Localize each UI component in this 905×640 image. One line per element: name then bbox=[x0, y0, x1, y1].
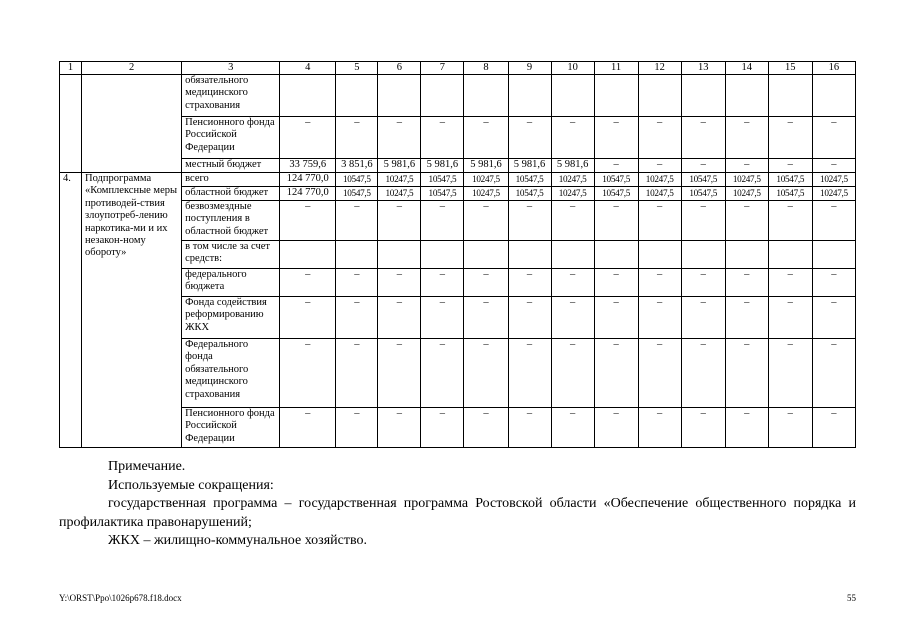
value-cell bbox=[378, 241, 421, 269]
header-cell: 9 bbox=[508, 62, 551, 75]
value-cell: – bbox=[378, 201, 421, 241]
value-cell: – bbox=[336, 201, 378, 241]
value-cell bbox=[336, 75, 378, 117]
value-cell: – bbox=[280, 117, 336, 159]
value-cell: – bbox=[812, 339, 855, 408]
value-cell: – bbox=[421, 201, 464, 241]
value-cell: – bbox=[464, 339, 508, 408]
abbreviation-zhkh: ЖКХ – жилищно-коммунальное хозяйство. bbox=[108, 533, 367, 548]
value-cell: – bbox=[378, 269, 421, 297]
value-cell bbox=[421, 75, 464, 117]
value-cell bbox=[336, 241, 378, 269]
value-cell: – bbox=[551, 201, 594, 241]
value-cell bbox=[280, 75, 336, 117]
value-cell: – bbox=[464, 269, 508, 297]
value-cell: 10247,5 bbox=[725, 187, 768, 201]
value-cell: – bbox=[681, 297, 725, 339]
value-cell: 10547,5 bbox=[768, 187, 812, 201]
table-row bbox=[60, 159, 856, 173]
value-cell: – bbox=[768, 408, 812, 448]
value-cell: – bbox=[336, 297, 378, 339]
value-cell: 10547,5 bbox=[681, 187, 725, 201]
note-title: Примечание. bbox=[108, 459, 186, 474]
value-cell bbox=[681, 75, 725, 117]
value-cell: – bbox=[725, 201, 768, 241]
value-cell: 124 770,0 bbox=[280, 187, 336, 201]
header-cell: 6 bbox=[378, 62, 421, 75]
value-cell: 124 770,0 bbox=[280, 173, 336, 187]
value-cell bbox=[551, 75, 594, 117]
table-row bbox=[60, 173, 856, 187]
source-label: Фонда содействия реформированию ЖКХ bbox=[182, 297, 280, 339]
header-cell: 16 bbox=[812, 62, 855, 75]
value-cell: – bbox=[551, 269, 594, 297]
header-cell: 10 bbox=[551, 62, 594, 75]
value-cell: – bbox=[681, 117, 725, 159]
value-cell: 33 759,6 bbox=[280, 159, 336, 173]
value-cell: 10247,5 bbox=[638, 187, 681, 201]
value-cell: – bbox=[725, 117, 768, 159]
value-cell: – bbox=[594, 408, 638, 448]
value-cell: – bbox=[464, 201, 508, 241]
value-cell: – bbox=[551, 408, 594, 448]
value-cell: – bbox=[638, 339, 681, 408]
source-label: федерального бюджета bbox=[182, 269, 280, 297]
header-row bbox=[60, 62, 856, 75]
file-path: Y:\ORST\Ppo\1026p678.f18.docx bbox=[59, 593, 182, 603]
value-cell: 5 981,6 bbox=[421, 159, 464, 173]
source-label: местный бюджет bbox=[182, 159, 280, 173]
empty-cell bbox=[60, 75, 82, 117]
value-cell: – bbox=[768, 117, 812, 159]
value-cell: 10547,5 bbox=[336, 173, 378, 187]
value-cell: 10247,5 bbox=[812, 187, 855, 201]
header-cell: 14 bbox=[725, 62, 768, 75]
value-cell: 10547,5 bbox=[594, 173, 638, 187]
value-cell: – bbox=[812, 408, 855, 448]
value-cell: – bbox=[280, 297, 336, 339]
value-cell bbox=[768, 241, 812, 269]
value-cell: – bbox=[464, 408, 508, 448]
value-cell: – bbox=[812, 297, 855, 339]
value-cell: – bbox=[594, 201, 638, 241]
value-cell: – bbox=[378, 339, 421, 408]
value-cell: – bbox=[280, 269, 336, 297]
value-cell: – bbox=[280, 408, 336, 448]
value-cell: – bbox=[768, 339, 812, 408]
program-name: Подпрограмма «Комплексные меры противодей-ствия злоупотреб-лению наркотика-ми и их незакон-ному обороту» bbox=[82, 173, 182, 448]
value-cell: – bbox=[508, 269, 551, 297]
empty-cell bbox=[60, 159, 82, 173]
value-cell: – bbox=[464, 297, 508, 339]
header-cell: 4 bbox=[280, 62, 336, 75]
value-cell bbox=[812, 241, 855, 269]
empty-cell bbox=[60, 117, 82, 159]
notes-section bbox=[59, 458, 856, 551]
header-cell: 3 bbox=[182, 62, 280, 75]
abbreviation-program: государственная программа – государственная программа Ростовской области «Обеспечение общественного порядка и профилактика правонарушений; bbox=[59, 496, 856, 530]
value-cell: – bbox=[638, 117, 681, 159]
value-cell: 10247,5 bbox=[725, 173, 768, 187]
budget-table bbox=[59, 61, 856, 448]
value-cell: 5 981,6 bbox=[551, 159, 594, 173]
value-cell: 10247,5 bbox=[812, 173, 855, 187]
value-cell: – bbox=[768, 297, 812, 339]
value-cell: 10247,5 bbox=[638, 173, 681, 187]
header-cell: 7 bbox=[421, 62, 464, 75]
value-cell: – bbox=[280, 201, 336, 241]
value-cell: 3 851,6 bbox=[336, 159, 378, 173]
value-cell: – bbox=[508, 339, 551, 408]
value-cell bbox=[508, 241, 551, 269]
value-cell: – bbox=[336, 269, 378, 297]
value-cell: – bbox=[421, 269, 464, 297]
value-cell bbox=[768, 75, 812, 117]
value-cell: – bbox=[508, 201, 551, 241]
value-cell: – bbox=[681, 201, 725, 241]
value-cell: – bbox=[421, 408, 464, 448]
source-label: безвозмездные поступления в областной бюджет bbox=[182, 201, 280, 241]
value-cell: – bbox=[378, 117, 421, 159]
value-cell bbox=[594, 241, 638, 269]
header-cell: 12 bbox=[638, 62, 681, 75]
value-cell: – bbox=[812, 201, 855, 241]
value-cell bbox=[812, 75, 855, 117]
value-cell: – bbox=[638, 159, 681, 173]
value-cell: – bbox=[768, 201, 812, 241]
value-cell: – bbox=[812, 159, 855, 173]
value-cell: – bbox=[638, 269, 681, 297]
value-cell: – bbox=[551, 339, 594, 408]
header-cell: 2 bbox=[82, 62, 182, 75]
value-cell: 5 981,6 bbox=[464, 159, 508, 173]
empty-cell bbox=[82, 159, 182, 173]
value-cell: – bbox=[508, 408, 551, 448]
value-cell: 10547,5 bbox=[768, 173, 812, 187]
value-cell: 10247,5 bbox=[464, 187, 508, 201]
abbreviations-title: Используемые сокращения: bbox=[108, 477, 274, 493]
value-cell: – bbox=[812, 269, 855, 297]
value-cell bbox=[464, 75, 508, 117]
value-cell: – bbox=[594, 339, 638, 408]
header-cell: 11 bbox=[594, 62, 638, 75]
value-cell: – bbox=[464, 117, 508, 159]
row-number: 4. bbox=[60, 173, 82, 448]
table-row bbox=[60, 117, 856, 159]
value-cell: 10247,5 bbox=[551, 173, 594, 187]
value-cell bbox=[681, 241, 725, 269]
value-cell: 10247,5 bbox=[551, 187, 594, 201]
value-cell bbox=[464, 241, 508, 269]
empty-cell bbox=[82, 75, 182, 117]
value-cell bbox=[638, 75, 681, 117]
value-cell: – bbox=[336, 339, 378, 408]
value-cell: – bbox=[336, 117, 378, 159]
value-cell bbox=[378, 75, 421, 117]
value-cell: – bbox=[508, 117, 551, 159]
source-label: Пенсионного фонда Российской Федерации bbox=[182, 117, 280, 159]
value-cell bbox=[421, 241, 464, 269]
value-cell: – bbox=[421, 117, 464, 159]
value-cell: 10547,5 bbox=[508, 187, 551, 201]
value-cell: – bbox=[638, 201, 681, 241]
value-cell: 10547,5 bbox=[508, 173, 551, 187]
header-cell: 5 bbox=[336, 62, 378, 75]
value-cell: – bbox=[725, 297, 768, 339]
value-cell: 10547,5 bbox=[421, 187, 464, 201]
empty-cell bbox=[82, 117, 182, 159]
value-cell: 5 981,6 bbox=[378, 159, 421, 173]
value-cell: 10547,5 bbox=[421, 173, 464, 187]
source-label: всего bbox=[182, 173, 280, 187]
value-cell: – bbox=[768, 269, 812, 297]
source-label: Федерального фонда обязательного медицинского страхования bbox=[182, 339, 280, 408]
value-cell: – bbox=[336, 408, 378, 448]
value-cell: – bbox=[378, 297, 421, 339]
value-cell: 10547,5 bbox=[594, 187, 638, 201]
source-label: в том числе за счет средств: bbox=[182, 241, 280, 269]
value-cell: – bbox=[681, 269, 725, 297]
value-cell: – bbox=[812, 117, 855, 159]
header-cell: 13 bbox=[681, 62, 725, 75]
value-cell bbox=[725, 75, 768, 117]
value-cell: – bbox=[551, 297, 594, 339]
value-cell: – bbox=[594, 297, 638, 339]
value-cell: – bbox=[638, 297, 681, 339]
value-cell: – bbox=[594, 117, 638, 159]
value-cell bbox=[508, 75, 551, 117]
value-cell: – bbox=[378, 408, 421, 448]
value-cell: 10547,5 bbox=[336, 187, 378, 201]
value-cell bbox=[551, 241, 594, 269]
value-cell: – bbox=[725, 269, 768, 297]
value-cell: – bbox=[681, 408, 725, 448]
value-cell bbox=[280, 241, 336, 269]
value-cell: – bbox=[280, 339, 336, 408]
value-cell: – bbox=[638, 408, 681, 448]
value-cell: 10547,5 bbox=[681, 173, 725, 187]
table-row bbox=[60, 75, 856, 117]
source-label: обязательного медицинского страхования bbox=[182, 75, 280, 117]
header-cell: 8 bbox=[464, 62, 508, 75]
value-cell: – bbox=[725, 159, 768, 173]
value-cell bbox=[725, 241, 768, 269]
source-label: областной бюджет bbox=[182, 187, 280, 201]
value-cell: – bbox=[508, 297, 551, 339]
value-cell: 10247,5 bbox=[378, 173, 421, 187]
value-cell: 10247,5 bbox=[378, 187, 421, 201]
value-cell: – bbox=[421, 339, 464, 408]
value-cell: – bbox=[725, 339, 768, 408]
value-cell: – bbox=[551, 117, 594, 159]
value-cell bbox=[594, 75, 638, 117]
source-label: Пенсионного фонда Российской Федерации bbox=[182, 408, 280, 448]
value-cell: 10247,5 bbox=[464, 173, 508, 187]
value-cell: – bbox=[768, 159, 812, 173]
header-cell: 15 bbox=[768, 62, 812, 75]
value-cell: – bbox=[421, 297, 464, 339]
value-cell: – bbox=[681, 159, 725, 173]
page-number: 55 bbox=[847, 593, 856, 603]
value-cell bbox=[638, 241, 681, 269]
value-cell: – bbox=[594, 269, 638, 297]
value-cell: – bbox=[681, 339, 725, 408]
value-cell: – bbox=[725, 408, 768, 448]
header-cell: 1 bbox=[60, 62, 82, 75]
value-cell: – bbox=[594, 159, 638, 173]
value-cell: 5 981,6 bbox=[508, 159, 551, 173]
